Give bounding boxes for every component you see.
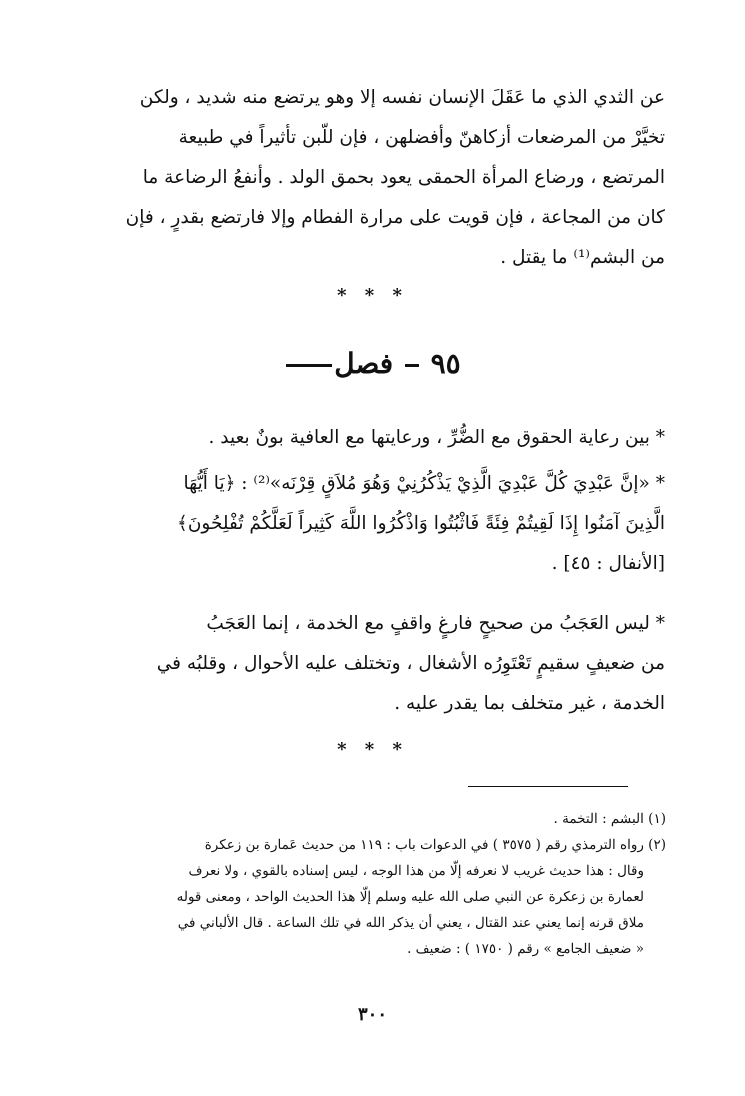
bullet-paragraph: * بين رعاية الحقوق مع الضُّرِّ ، ورعايتها مع العافية بونٌ بعيد . <box>208 427 665 448</box>
heading-underline <box>286 364 332 367</box>
bullet-paragraph <box>80 604 665 724</box>
bullet-line: الخدمة ، غير متخلف بما يقدر عليه . <box>394 693 665 714</box>
separator-stars: * * * <box>337 285 408 306</box>
bullet-paragraph <box>80 464 665 584</box>
section-heading <box>80 344 665 384</box>
section-number: ٩٥ <box>430 347 461 380</box>
footnote-2-line: (٢) رواه الترمذي رقم ( ٣٥٧٥ ) في الدعوات باب : ١١٩ من حديث عَمارة بن زعكرة <box>204 837 666 853</box>
intro-line: عن الثدي الذي ما عَقَلَ الإنسان نفسه إلا وهو يرتضع منه شديد ، ولكن <box>139 87 665 108</box>
footnotes <box>72 806 666 962</box>
footnote-2-line: « ضعيف الجامع » رقم ( ١٧٥٠ ) : ضعيف . <box>407 941 644 957</box>
footnote-2-line: وقال : هذا حديث غريب لا نعرفه إلّا من هذا الوجه ، ليس إسناده بالقوي ، ولا نعرف <box>188 863 644 879</box>
footnote-2-line: ملاق قرنه إنما يعني عند القتال ، يعني أن يذكر الله في تلك الساعة . قال الألباني في <box>177 915 644 931</box>
bullet-line: * ليس العَجَبُ من صحيحٍ فارغٍ واقفٍ مع الخدمة ، إنما العَجَبُ <box>206 613 665 634</box>
bullet-line: [الأنفال : ٤٥] . <box>551 553 665 574</box>
intro-line: المرتضع ، ورضاع المرأة الحمقى يعود بحمق الولد . وأنفعُ الرضاعة ما <box>142 167 665 188</box>
bullet-line: من ضعيفٍ سقيمٍ تَعْتَوِرُه الأشغال ، وتختلف عليه الأحوال ، وقلبُه في <box>156 653 665 674</box>
bullet-line: الَّذِينَ آمَنُوا إِذَا لَقِيتُمْ فِئَةً فَاثْبُتُوا وَاذْكُرُوا اللَّهَ كَثِيراً لَعَلَّكُمْ تُفْلِحُونَ﴾ <box>177 513 665 534</box>
section-title: فصل <box>334 347 394 380</box>
page-number: ٣٠٠ <box>357 1004 387 1025</box>
footnote-1: (١) البشم : التخمة . <box>553 811 666 827</box>
intro-line: من البشم⁽¹⁾ ما يقتل . <box>500 247 665 268</box>
heading-dash <box>405 364 419 367</box>
page-body <box>80 78 665 762</box>
intro-line: تخيَّرْ من المرضعات أزكاهنّ وأفضلهن ، فإن للّبن تأثيراً في طبيعة <box>178 127 665 148</box>
footnote-2-line: لعمارة بن زعكرة عن النبي صلى الله عليه وسلم إلّا هذا الحديث الواحد ، ومعنى قوله <box>176 889 644 905</box>
intro-line: كان من المجاعة ، فإن قويت على مرارة الفطام وإلا فارتضع بقدرٍ ، فإن <box>125 207 665 228</box>
separator-stars: * * * <box>337 739 408 760</box>
footnote-divider <box>468 786 628 787</box>
bullet-line: * «إنَّ عَبْدِيَ كُلَّ عَبْدِيَ الَّذِيْ يَذْكُرُنِيْ وَهُوَ مُلاَقٍ قِرْنَه»⁽²⁾ : ﴿يَا أَيُّهَا <box>183 473 665 494</box>
intro-paragraph <box>80 78 665 278</box>
